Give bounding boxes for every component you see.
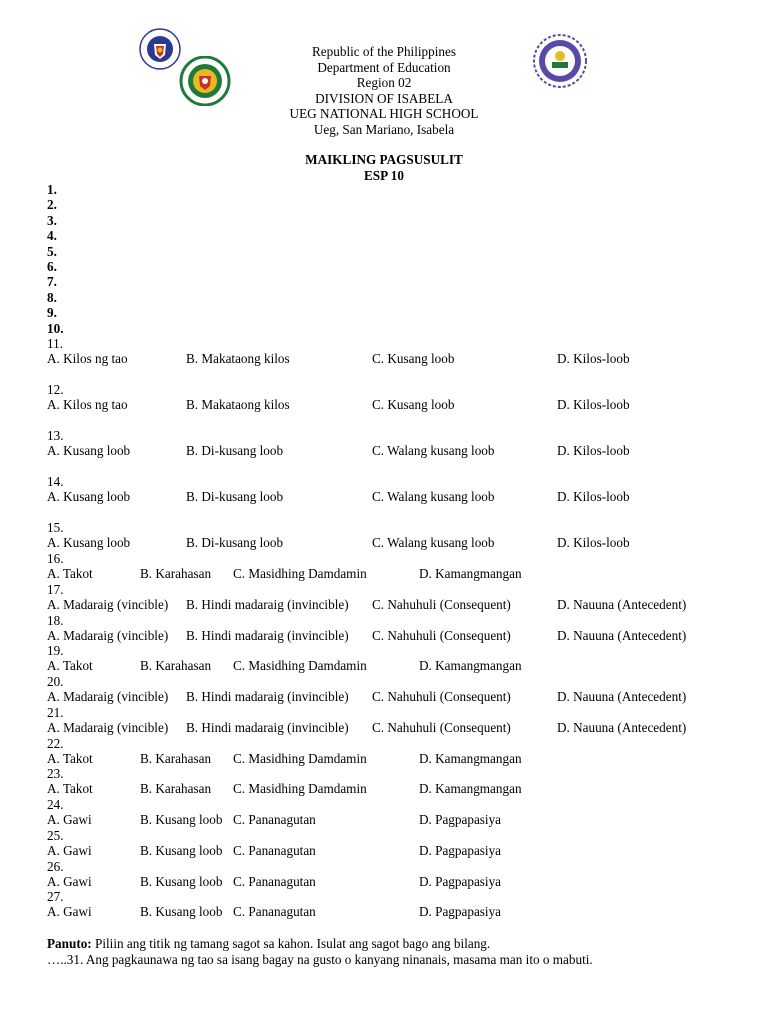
choice-a: A. Madaraig (vincible) — [47, 720, 169, 736]
question-number: 27. — [47, 889, 64, 904]
choice-a: A. Kusang loob — [47, 489, 131, 505]
item-number: 8. — [47, 289, 57, 305]
choice-b: B. Hindi madaraig (invincible) — [186, 628, 349, 644]
choice-a: A. Takot — [47, 566, 93, 582]
question-number: 15. — [47, 520, 64, 535]
choice-c: C. Pananagutan — [233, 874, 316, 890]
choice-c: C. Pananagutan — [233, 843, 316, 859]
item-number: 9. — [47, 305, 57, 321]
choice-c: C. Nahuhuli (Consequent) — [372, 597, 511, 613]
choice-c: C. Pananagutan — [233, 812, 316, 828]
choice-d: D. Kamangmangan — [419, 781, 522, 797]
choice-a: A. Madaraig (vincible) — [47, 689, 169, 705]
choice-a: A. Takot — [47, 658, 93, 674]
choice-d: D. Kilos-loob — [557, 351, 630, 367]
question-number: 21. — [47, 705, 64, 720]
question-number: 18. — [47, 613, 64, 628]
choice-a: A. Gawi — [47, 843, 92, 859]
choice-b: B. Kusang loob — [140, 874, 223, 890]
choice-d: D. Kilos-loob — [557, 443, 630, 459]
choice-a: A. Madaraig (vincible) — [47, 597, 169, 613]
question-number: 16. — [47, 551, 64, 566]
question-number: 11. — [47, 336, 63, 351]
choice-c: C. Nahuhuli (Consequent) — [372, 689, 511, 705]
choice-d: D. Pagpapasiya — [419, 904, 502, 920]
choice-a: A. Kusang loob — [47, 535, 131, 551]
choice-d: D. Nauuna (Antecedent) — [557, 689, 687, 705]
item-number: 4. — [47, 228, 57, 244]
question-number: 17. — [47, 582, 64, 597]
item-number: 3. — [47, 212, 57, 228]
item-number: 2. — [47, 197, 57, 213]
choice-d: D. Nauuna (Antecedent) — [557, 628, 687, 644]
choice-b: B. Hindi madaraig (invincible) — [186, 720, 349, 736]
choice-c: C. Kusang loob — [372, 351, 455, 367]
choice-b: B. Di-kusang loob — [186, 443, 284, 459]
choice-d: D. Nauuna (Antecedent) — [557, 720, 687, 736]
choice-a: A. Gawi — [47, 874, 92, 890]
choice-b: B. Makataong kilos — [186, 397, 290, 413]
item-number: 10. — [47, 320, 64, 336]
choice-a: A. Takot — [47, 751, 93, 767]
item-31: …..31. Ang pagkaunawa ng tao sa isang bagay na gusto o kanyang ninanais, masama man ito o mabuti. — [47, 951, 593, 967]
choice-c: C. Masidhing Damdamin — [233, 566, 367, 582]
question-number: 22. — [47, 736, 64, 751]
item-number: 6. — [47, 259, 57, 274]
choice-d: D. Nauuna (Antecedent) — [557, 597, 687, 613]
choice-d: D. Pagpapasiya — [419, 874, 502, 890]
item-number: 5. — [47, 243, 57, 259]
choice-a: A. Madaraig (vincible) — [47, 628, 169, 644]
choice-b: B. Di-kusang loob — [186, 489, 284, 505]
question-number: 25. — [47, 828, 64, 843]
panuto-label: Panuto: — [47, 936, 92, 951]
choice-b: B. Kusang loob — [140, 843, 223, 859]
choice-b: B. Karahasan — [140, 781, 212, 797]
choice-b: B. Kusang loob — [140, 812, 223, 828]
header-line-deped: Department of Education — [317, 59, 451, 75]
question-number: 20. — [47, 674, 64, 689]
choice-d: D. Kilos-loob — [557, 489, 630, 505]
quiz-subject: ESP 10 — [364, 167, 404, 183]
panuto-line — [47, 936, 490, 951]
header-line-division: DIVISION OF ISABELA — [315, 90, 453, 106]
choice-b: B. Kusang loob — [140, 904, 223, 920]
quiz-title: MAIKLING PAGSUSULIT — [305, 152, 463, 167]
choice-d: D. Pagpapasiya — [419, 812, 502, 828]
choice-c: C. Masidhing Damdamin — [233, 751, 367, 767]
choice-a: A. Takot — [47, 781, 93, 797]
question-number: 13. — [47, 428, 64, 443]
choice-b: B. Makataong kilos — [186, 351, 290, 367]
choice-d: D. Kamangmangan — [419, 658, 522, 674]
choice-c: C. Nahuhuli (Consequent) — [372, 628, 511, 644]
question-number: 19. — [47, 643, 64, 658]
choice-a: A. Kilos ng tao — [47, 351, 128, 367]
choice-d: D. Kamangmangan — [419, 566, 522, 582]
choice-c: C. Kusang loob — [372, 397, 455, 413]
question-number: 14. — [47, 474, 64, 489]
question-number: 23. — [47, 766, 64, 781]
header-line-region: Region 02 — [356, 75, 412, 90]
choice-c: C. Masidhing Damdamin — [233, 781, 367, 797]
choice-b: B. Di-kusang loob — [186, 535, 284, 551]
question-number: 12. — [47, 382, 64, 397]
item-number: 7. — [47, 274, 57, 290]
choice-b: B. Karahasan — [140, 566, 212, 582]
choice-b: B. Karahasan — [140, 658, 212, 674]
header-line-school: UEG NATIONAL HIGH SCHOOL — [289, 106, 479, 121]
choice-b: B. Hindi madaraig (invincible) — [186, 689, 349, 705]
choice-d: D. Pagpapasiya — [419, 843, 502, 859]
choice-c: C. Walang kusang loob — [372, 443, 495, 459]
choice-a: A. Gawi — [47, 812, 92, 828]
choice-a: A. Kilos ng tao — [47, 397, 128, 413]
choice-c: C. Masidhing Damdamin — [233, 658, 367, 674]
choice-c: C. Walang kusang loob — [372, 535, 495, 551]
choice-a: A. Gawi — [47, 904, 92, 920]
choice-d: D. Kilos-loob — [557, 397, 630, 413]
header-line-address: Ueg, San Mariano, Isabela — [313, 121, 455, 137]
choice-b: B. Hindi madaraig (invincible) — [186, 597, 349, 613]
choice-a: A. Kusang loob — [47, 443, 131, 459]
choice-b: B. Karahasan — [140, 751, 212, 767]
choice-c: C. Pananagutan — [233, 904, 316, 920]
choice-d: D. Kamangmangan — [419, 751, 522, 767]
choice-c: C. Walang kusang loob — [372, 489, 495, 505]
question-number: 26. — [47, 859, 64, 874]
choice-c: C. Nahuhuli (Consequent) — [372, 720, 511, 736]
item-number: 1. — [47, 182, 57, 197]
header-line-republic: Republic of the Philippines — [312, 44, 456, 59]
question-number: 24. — [47, 797, 64, 812]
panuto-text: Piliin ang titik ng tamang sagot sa kahon. Isulat ang sagot bago ang bilang. — [91, 936, 491, 951]
choice-d: D. Kilos-loob — [557, 535, 630, 551]
